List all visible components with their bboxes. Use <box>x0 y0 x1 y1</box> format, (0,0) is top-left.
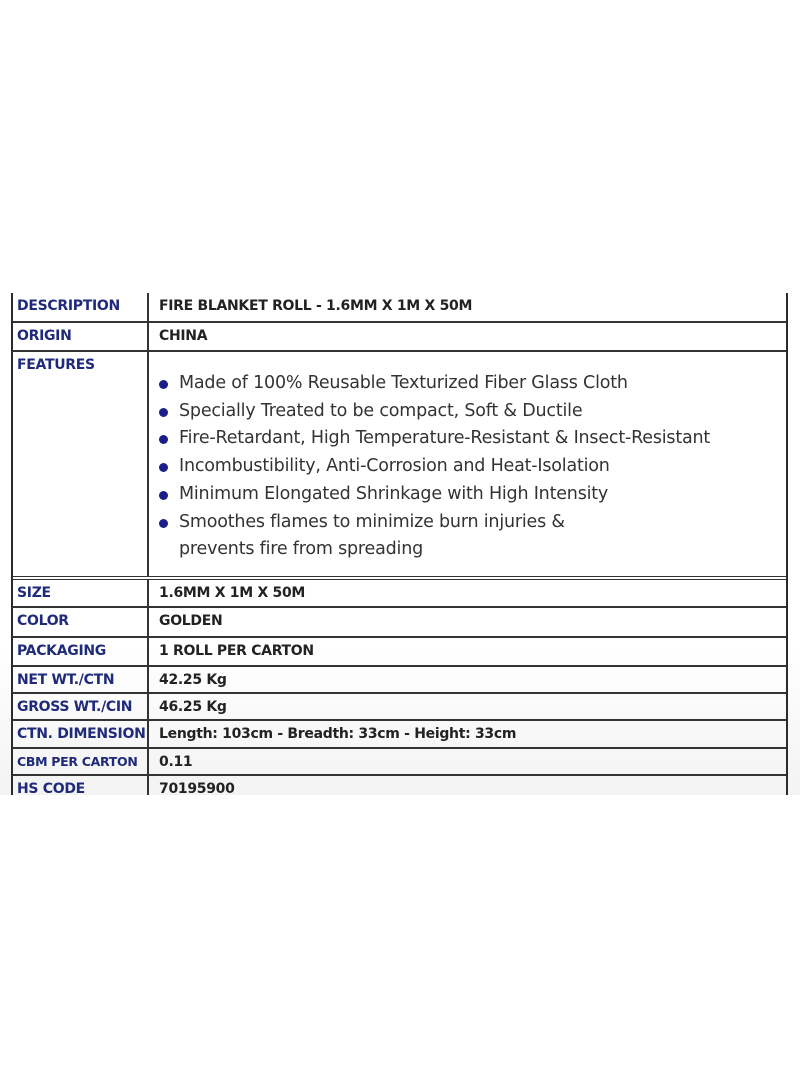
value-net-weight: 42.25 Kg <box>159 672 227 688</box>
row-description <box>13 293 786 323</box>
row-size <box>13 580 786 608</box>
value-color: GOLDEN <box>159 613 223 629</box>
bullet-icon <box>159 380 168 389</box>
row-color <box>13 608 786 638</box>
feature-text: Specially Treated to be compact, Soft & Ductile <box>179 400 583 421</box>
row-ctn-dimension <box>13 721 786 749</box>
feature-item <box>155 425 786 453</box>
feature-text: Made of 100% Reusable Texturized Fiber Glass Cloth <box>179 373 628 393</box>
feature-text: Incombustibility, Anti-Corrosion and Heat-Isolation <box>179 456 610 477</box>
feature-item <box>155 398 786 426</box>
bullet-icon <box>159 519 168 528</box>
feature-item <box>155 453 786 481</box>
bullet-icon <box>159 491 168 500</box>
label-net-weight: NET WT./CTN <box>13 667 149 692</box>
label-ctn-dimension: CTN. DIMENSION <box>13 721 149 747</box>
row-net-weight <box>13 667 786 694</box>
spec-sheet <box>0 293 800 795</box>
value-features <box>149 352 786 576</box>
spec-table <box>11 293 788 795</box>
value-origin: CHINA <box>159 328 208 344</box>
value-gross-weight: 46.25 Kg <box>159 699 227 715</box>
label-color: COLOR <box>13 608 149 636</box>
label-origin: ORIGIN <box>13 323 149 350</box>
features-list <box>149 352 786 564</box>
row-origin <box>13 323 786 352</box>
row-cbm-per-carton <box>13 749 786 776</box>
row-hs-code <box>13 776 786 795</box>
feature-item <box>155 509 609 564</box>
label-size: SIZE <box>13 580 149 606</box>
value-ctn-dimension: Length: 103cm - Breadth: 33cm - Height: 33cm <box>159 726 517 742</box>
value-size: 1.6MM X 1M X 50M <box>159 585 306 601</box>
bullet-icon <box>159 435 168 444</box>
feature-text: Minimum Elongated Shrinkage with High Intensity <box>179 483 609 504</box>
feature-text: Fire-Retardant, High Temperature-Resistant & Insect-Resistant <box>179 428 711 449</box>
bullet-icon <box>159 408 168 417</box>
label-gross-weight: GROSS WT./CIN <box>13 694 149 719</box>
label-description: DESCRIPTION <box>13 293 149 321</box>
feature-item <box>155 370 786 398</box>
row-gross-weight <box>13 694 786 721</box>
value-description: FIRE BLANKET ROLL - 1.6MM X 1M X 50M <box>159 298 473 314</box>
bullet-icon <box>159 463 168 472</box>
row-packaging <box>13 638 786 667</box>
feature-text: Smoothes flames to minimize burn injuries & prevents fire from spreading <box>179 511 565 560</box>
label-hs-code: HS CODE <box>13 776 149 795</box>
value-packaging: 1 ROLL PER CARTON <box>159 643 314 659</box>
feature-item <box>155 481 786 509</box>
row-features <box>13 352 786 580</box>
label-features: FEATURES <box>13 352 149 576</box>
label-cbm-per-carton: CBM PER CARTON <box>13 749 149 774</box>
value-hs-code: 70195900 <box>159 781 235 795</box>
value-cbm-per-carton: 0.11 <box>159 754 193 770</box>
label-packaging: PACKAGING <box>13 638 149 665</box>
